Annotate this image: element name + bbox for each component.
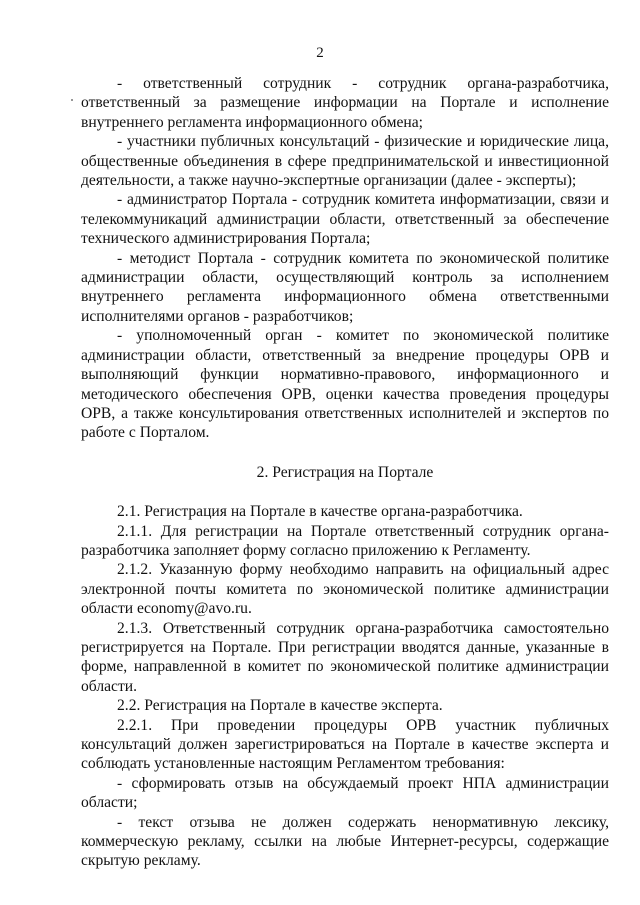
definition-portal-methodologist: - методист Портала - сотрудник комитета по экономической политике администрации области, осуществляющий контроль за исполнением внутреннего регламента информационного обмена ответственными исполнителями органов - разработчиков; (81, 249, 609, 325)
scan-speck (71, 99, 73, 101)
clause-2-1-3: 2.1.3. Ответственный сотрудник органа-разработчика самостоятельно регистрируется на Портале. При регистрации вводятся данные, указанные в форме, направленной в комитет по экономической политике администрации области. (81, 619, 609, 695)
definition-consultation-participants: - участники публичных консультаций - физические и юридические лица, общественные объединения в сфере предпринимательской и инвестиционной деятельности, а также научно-экспертные организации (далее - эксперты); (81, 133, 609, 190)
requirement-review-text: - текст отзыва не должен содержать ненормативную лексику, коммерческую рекламу, ссылки на любые Интернет-ресурсы, содержащие скрытую рекламу. (81, 813, 609, 870)
definition-portal-administrator: - администратор Портала - сотрудник комитета информатизации, связи и телекоммуникаций администрации области, ответственный за обеспечение технического администрирования Портала; (81, 191, 609, 248)
clause-2-1-2: 2.1.2. Указанную форму необходимо направить на официальный адрес электронной почты комитета по экономической политике администрации области economy@avo.ru. (81, 561, 609, 618)
definition-authorized-body: - уполномоченный орган - комитет по экономической политике администрации области, ответственный за внедрение процедуры ОРВ и выполняющий функции нормативно-правового, информационного и методического обеспечения ОРВ, оценки качества проведения процедуры ОРВ, а также консультирования ответственных исполнителей и экспертов по работе с Порталом. (81, 327, 609, 442)
definition-responsible-employee: - ответственный сотрудник - сотрудник органа-разработчика, ответственный за размещение информации на Портале и исполнение внутреннего регламента информационного обмена; (81, 75, 609, 131)
clause-2-2-1: 2.2.1. При проведении процедуры ОРВ участник публичных консультаций должен зарегистрироваться на Портале в качестве эксперта и соблюдать установленные настоящим Регламентом требования: (81, 716, 609, 773)
requirement-review: - сформировать отзыв на обсуждаемый проект НПА администрации области; (81, 774, 609, 812)
section-title: 2. Регистрация на Портале (256, 463, 434, 481)
clause-2-2: 2.2. Регистрация на Портале в качестве эксперта. (117, 697, 443, 715)
page-number: 2 (316, 45, 324, 61)
document-body (81, 74, 609, 871)
clause-2-1-1: 2.1.1. Для регистрации на Портале ответственный сотрудник органа-разработчика заполняет форму согласно приложению к Регламенту. (81, 522, 609, 559)
clause-2-1: 2.1. Регистрация на Портале в качестве органа-разработчика. (117, 503, 523, 521)
